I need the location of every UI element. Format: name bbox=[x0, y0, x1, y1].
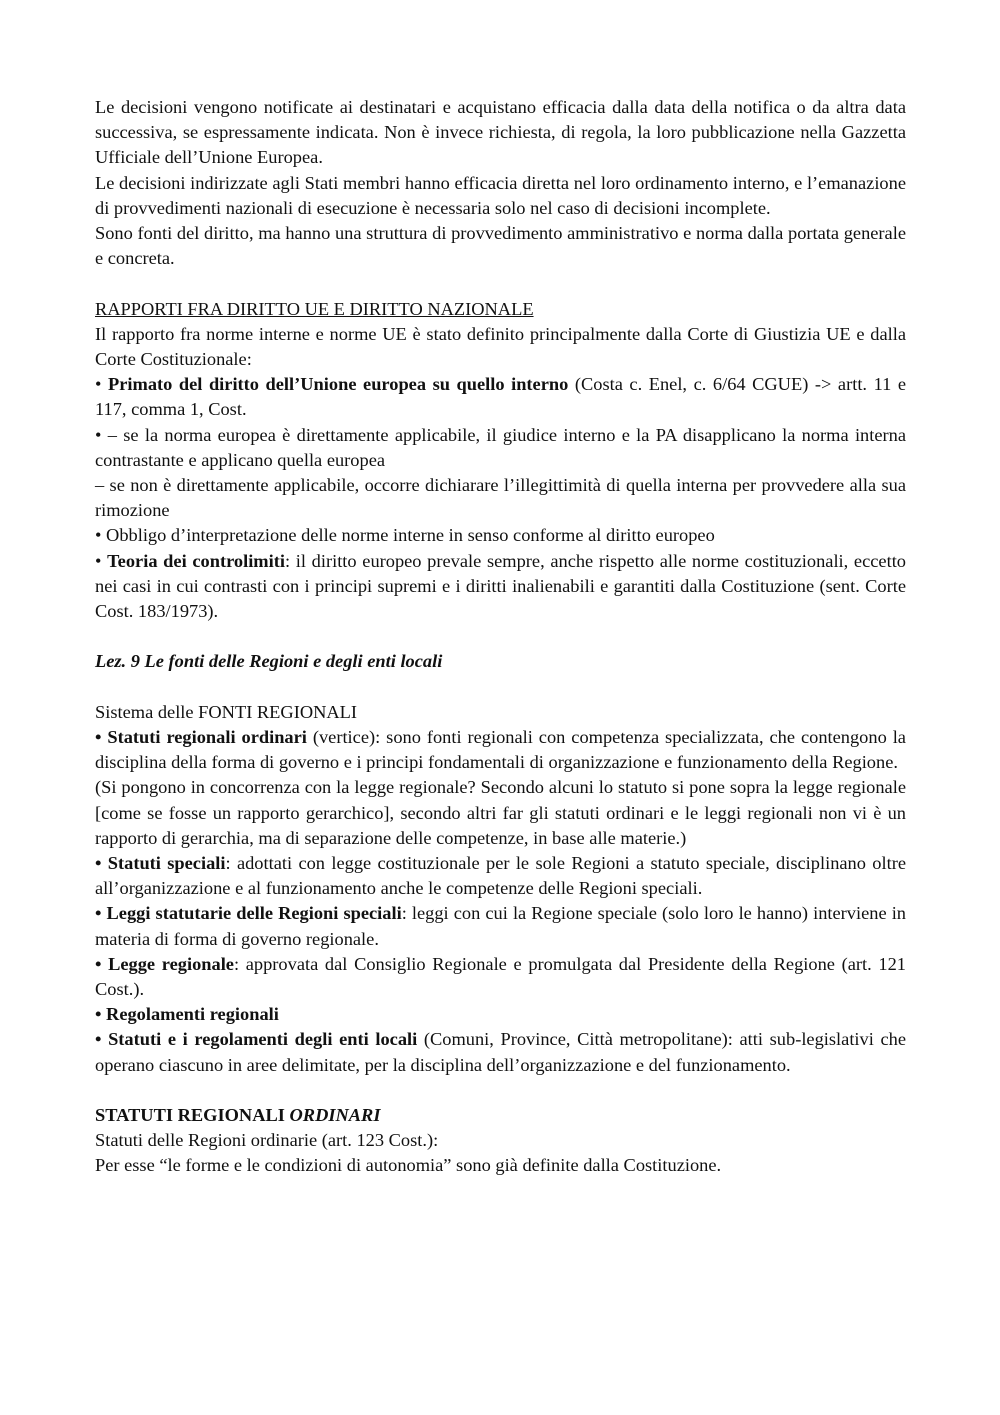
bullet-primato bbox=[95, 372, 906, 422]
statuti-line-1: Statuti delle Regioni ordinarie (art. 123 Cost.): bbox=[95, 1130, 439, 1151]
bullet-applicabile: • – se la norma europea è direttamente applicabile, il giudice interno e la PA disapplicano la norma interna contrastante e applicano quella europea bbox=[95, 424, 906, 470]
item-leggi-statutarie-title: • Leggi statutarie delle Regioni speciali bbox=[95, 903, 402, 924]
bullet-primato-title: Primato del diritto dell’Unione europea su quello interno bbox=[108, 374, 569, 395]
spacer bbox=[95, 1078, 906, 1103]
item-statuti-ordinari bbox=[95, 725, 906, 775]
item-leggi-statutarie bbox=[95, 901, 906, 951]
item-statuti-speciali bbox=[95, 851, 906, 901]
statuti-line-2: Per esse “le forme e le condizioni di autonomia” sono già definite dalla Costituzione. bbox=[95, 1155, 722, 1176]
spacer bbox=[95, 271, 906, 296]
item-regolamenti-regionali bbox=[95, 1002, 906, 1027]
item-leggi-statutarie-text: : leggi con cui la Regione speciale (solo loro le hanno) interviene in materia di forma di governo regionale. bbox=[95, 903, 906, 949]
bullet-controlimiti-title: Teoria dei controlimiti bbox=[107, 550, 285, 571]
bullet-non-applicabile: – se non è direttamente applicabile, occorre dichiarare l’illegittimità di quella interna per provvedere alla sua rimozione bbox=[95, 475, 906, 521]
item-statuti-ordinari-text: (vertice): sono fonti regionali con competenza specializzata, che contengono la disciplina della forma di governo e i principi fondamentali di organizzazione e funzionamento della Regione. bbox=[95, 727, 906, 773]
section-heading-rapporti: RAPPORTI FRA DIRITTO UE E DIRITTO NAZIONALE bbox=[95, 298, 534, 319]
bullet-obbligo: • Obbligo d’interpretazione delle norme interne in senso conforme al diritto europeo bbox=[95, 525, 715, 546]
item-enti-locali-text: (Comuni, Province, Città metropolitane): atti sub-legislativi che operano ciascuno in aree delimitate, per la disciplina dell’organizzazione e del funzionamento. bbox=[95, 1029, 906, 1075]
bullet-controlimiti-text: : il diritto europeo prevale sempre, anche rispetto alle norme costituzionali, eccetto nei casi in cui contrasti con i principi supremi e i diritti inalienabili e garantiti dalla Costituzione (sent. Corte Cost. 183/1973). bbox=[95, 550, 906, 622]
bullet-controlimiti bbox=[95, 549, 906, 625]
item-regolamenti-regionali-title: • Regolamenti regionali bbox=[95, 1004, 279, 1025]
item-enti-locali bbox=[95, 1027, 906, 1077]
section-heading-sistema: Sistema delle FONTI REGIONALI bbox=[95, 701, 358, 722]
item-statuti-ordinari-title: • Statuti regionali ordinari bbox=[95, 727, 307, 748]
paragraph-decisioni-efficacia: Le decisioni indirizzate agli Stati membri hanno efficacia diretta nel loro ordinamento interno, e l’emanazione di provvedimenti nazionali di esecuzione è necessaria solo nel caso di decisioni incomplete. bbox=[95, 172, 906, 218]
bullet-marker: • bbox=[95, 550, 108, 571]
item-enti-locali-title: • Statuti e i regolamenti degli enti locali bbox=[95, 1029, 418, 1050]
section-heading-statuti-ordinari bbox=[95, 1103, 906, 1128]
bullet-marker: • bbox=[95, 374, 108, 395]
item-statuti-speciali-text: : adottati con legge costituzionale per le sole Regioni a statuto speciale, disciplinano oltre all’organizzazione e al funzionamento anche le competenze delle Regioni speciali. bbox=[95, 853, 906, 899]
heading-statuti-italic: ORDINARI bbox=[289, 1105, 381, 1126]
paragraph-decisioni-notifica: Le decisioni vengono notificate ai destinatari e acquistano efficacia dalla data della notifica o da altra data successiva, se espressamente indicata. Non è invece richiesta, di regola, la loro pubblicazione nella Gazzetta Ufficiale dell’Unione Europea. bbox=[95, 97, 906, 168]
heading-statuti-plain: STATUTI REGIONALI bbox=[95, 1105, 290, 1126]
spacer bbox=[95, 675, 906, 700]
spacer bbox=[95, 624, 906, 649]
note-concorrenza: (Si pongono in concorrenza con la legge regionale? Secondo alcuni lo statuto si pone sopra la legge regionale [come se fosse un rapporto gerarchico], secondo altri far gli statuti ordinari e le leggi regionali non vi è un rapporto di gerarchia, ma di separazione delle competenze, in base alle materie.) bbox=[95, 777, 906, 848]
document-page bbox=[95, 95, 906, 1179]
paragraph-fonti-diritto: Sono fonti del diritto, ma hanno una struttura di provvedimento amministrativo e norma dalla portata generale e concreta. bbox=[95, 223, 906, 269]
item-statuti-speciali-title: • Statuti speciali bbox=[95, 853, 226, 874]
item-legge-regionale-text: : approvata dal Consiglio Regionale e promulgata dal Presidente della Regione (art. 121 Cost.). bbox=[95, 953, 906, 1000]
item-legge-regionale bbox=[95, 952, 906, 1002]
lesson-title: Lez. 9 Le fonti delle Regioni e degli enti locali bbox=[95, 651, 443, 672]
item-legge-regionale-title: • Legge regionale bbox=[95, 953, 234, 974]
rapporti-intro: Il rapporto fra norme interne e norme UE è stato definito principalmente dalla Corte di Giustizia UE e dalla Corte Costituzionale: bbox=[95, 323, 906, 370]
bullet-primato-text: (Costa c. Enel, c. 6/64 CGUE) -> artt. 11 e 117, comma 1, Cost. bbox=[95, 374, 906, 420]
